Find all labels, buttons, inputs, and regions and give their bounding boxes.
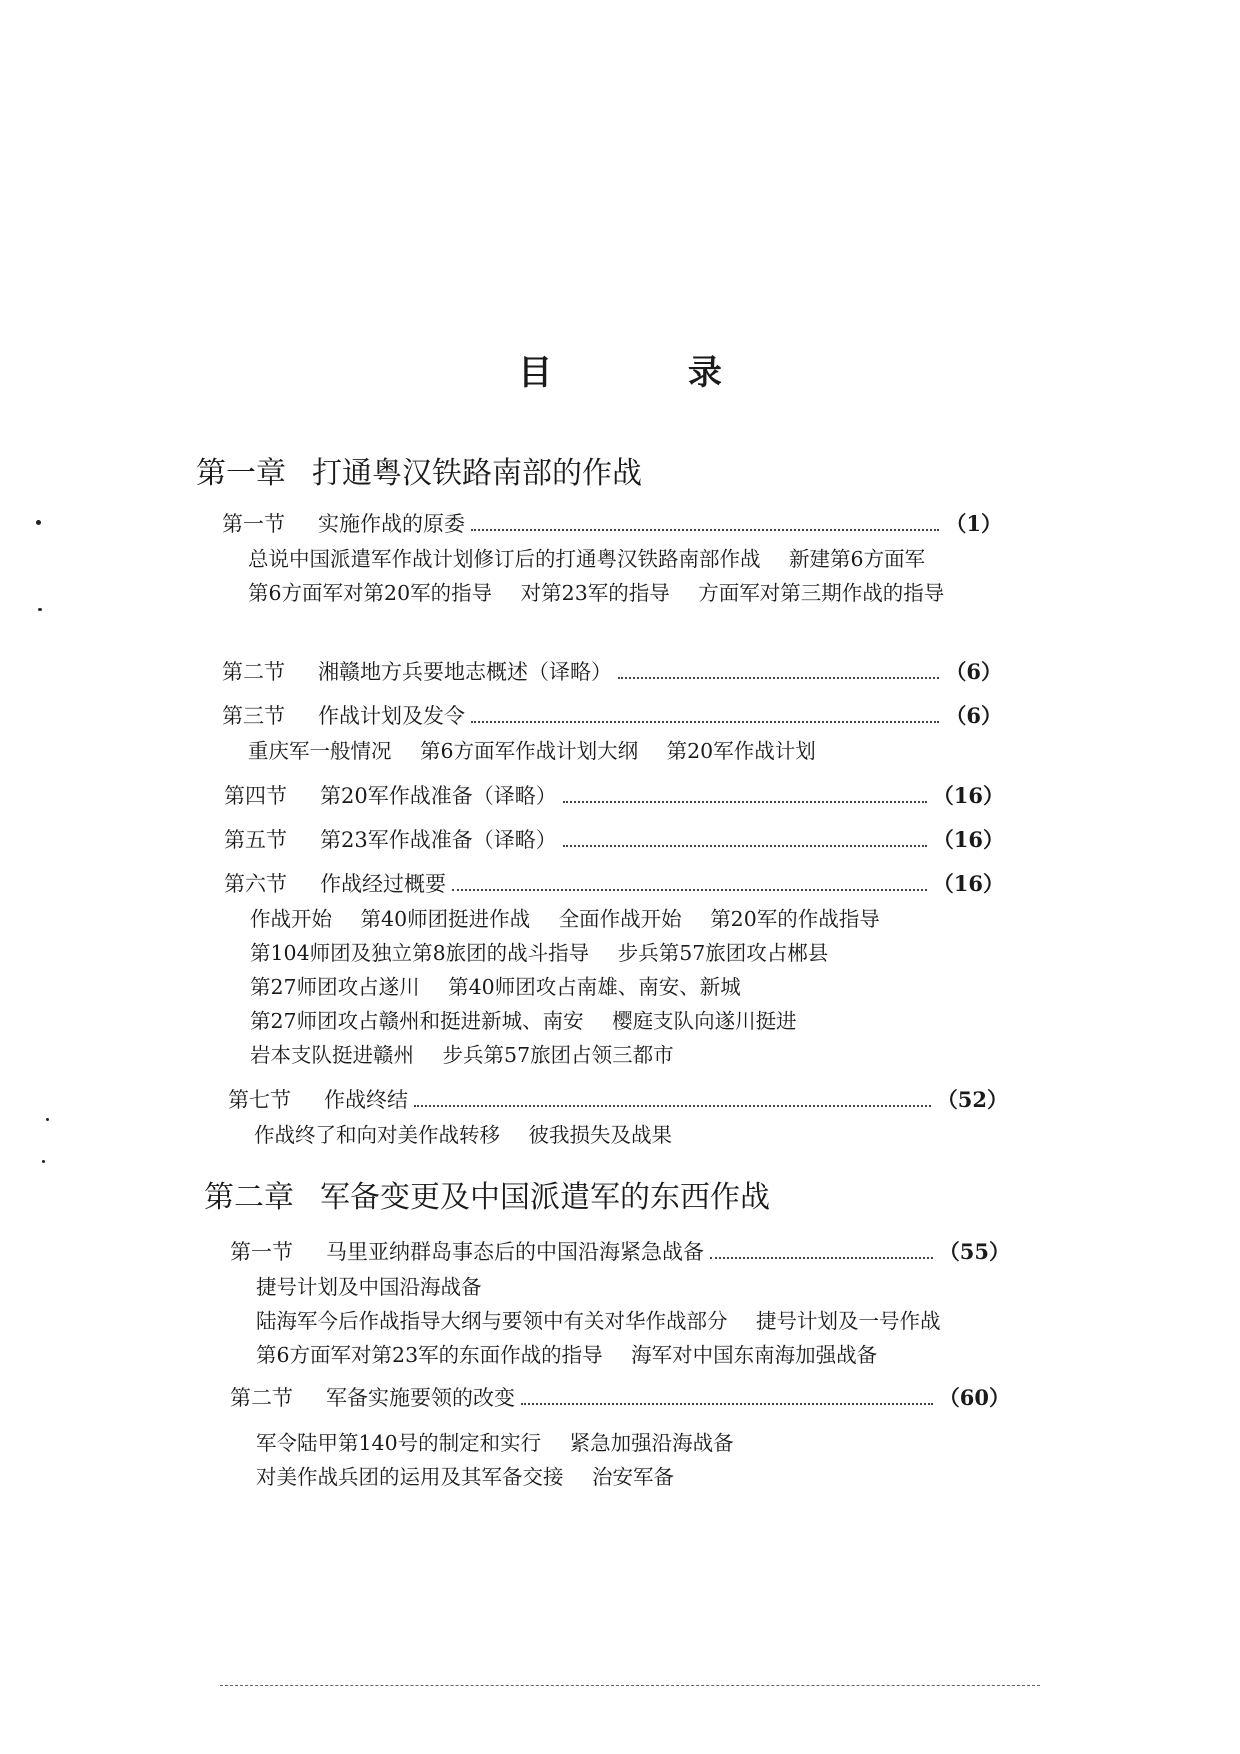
section-title: 作战经过概要 (320, 872, 446, 896)
dot-leader (521, 1403, 933, 1405)
scan-speck (42, 1160, 45, 1163)
page-number: （16） (932, 827, 1004, 852)
toc-entry[interactable] (222, 700, 1002, 768)
page-title: 目 录 (518, 353, 784, 393)
chapter-2-heading (204, 1172, 770, 1216)
page-number: （16） (932, 783, 1004, 808)
summary-item: 第104师团及独立第8旅团的战斗指导 (250, 941, 590, 965)
summary-item: 总说中国派遣军作战计划修订后的打通粤汉铁路南部作战 (248, 547, 761, 571)
summary-item: 对美作战兵团的运用及其军备交接 (256, 1465, 564, 1489)
summary-item: 彼我损失及战果 (528, 1123, 673, 1147)
summary-item: 第20军作战计划 (666, 739, 816, 763)
section-number: 第三节 (222, 704, 285, 728)
dot-leader (471, 721, 939, 723)
section-title: 第20军作战准备（译略） (320, 784, 557, 808)
section-summary (222, 542, 968, 610)
summary-item: 樱庭支队向遂川挺进 (612, 1009, 797, 1033)
toc-entry[interactable] (230, 1236, 1010, 1372)
section-number: 第六节 (224, 872, 287, 896)
section-summary (224, 902, 970, 1072)
dot-leader (563, 845, 927, 847)
page-number: （6） (945, 659, 1002, 684)
toc-entry[interactable] (230, 1382, 1010, 1494)
summary-item: 岩本支队挺进赣州 (250, 1043, 414, 1067)
page-number: （16） (932, 871, 1004, 896)
summary-item: 捷号计划及一号作战 (756, 1309, 941, 1333)
chapter-title: 军备变更及中国派遣军的东西作战 (320, 1180, 770, 1215)
section-number: 第五节 (224, 828, 287, 852)
section-number: 第一节 (222, 512, 285, 536)
scan-speck (36, 520, 41, 525)
page-number: （55） (938, 1239, 1010, 1264)
summary-item: 步兵第57旅团攻占郴县 (617, 941, 829, 965)
summary-item: 第6方面军对第23军的东面作战的指导 (256, 1343, 603, 1367)
section-summary (222, 734, 968, 768)
section-title: 作战终结 (324, 1088, 408, 1112)
chapter-number: 第二章 (204, 1180, 294, 1215)
summary-item: 紧急加强沿海战备 (569, 1431, 734, 1455)
bottom-scan-line (220, 1685, 1040, 1686)
summary-item: 治安军备 (592, 1465, 675, 1489)
summary-item: 作战开始 (250, 907, 332, 931)
summary-item: 第40师团攻占南雄、南安、新城 (448, 975, 741, 999)
section-summary (228, 1118, 974, 1152)
summary-item: 新建第6方面军 (789, 547, 926, 571)
dot-leader (618, 677, 939, 679)
dot-leader (452, 889, 927, 891)
section-number: 第四节 (224, 784, 287, 808)
toc-entry[interactable] (224, 868, 1004, 1072)
summary-item: 作战终了和向对美作战转移 (254, 1123, 500, 1147)
summary-item: 重庆军一般情况 (248, 739, 392, 763)
page-number: （60） (938, 1385, 1010, 1410)
section-summary (230, 1270, 976, 1372)
scan-speck (46, 1118, 49, 1121)
summary-item: 第20军的作战指导 (710, 907, 880, 931)
section-title: 实施作战的原委 (318, 512, 465, 536)
summary-item: 方面军对第三期作战的指导 (698, 581, 945, 605)
section-title: 军备实施要领的改变 (326, 1386, 515, 1410)
toc-entry[interactable] (222, 508, 1002, 610)
toc-entry[interactable] (228, 1084, 1008, 1152)
summary-item: 陆海军今后作战指导大纲与要领中有关对华作战部分 (256, 1309, 728, 1333)
section-number: 第二节 (230, 1386, 293, 1410)
section-number: 第二节 (222, 660, 285, 684)
summary-item: 全面作战开始 (558, 907, 682, 931)
summary-item: 步兵第57旅团占领三都市 (442, 1043, 674, 1067)
summary-item: 第27师团攻占遂川 (250, 975, 420, 999)
section-number: 第七节 (228, 1088, 291, 1112)
page-number: （1） (945, 511, 1002, 536)
summary-item: 第6方面军对第20军的指导 (248, 581, 493, 605)
section-title: 湘赣地方兵要地志概述（译略） (318, 660, 612, 684)
section-title: 马里亚纳群岛事态后的中国沿海紧急战备 (326, 1240, 704, 1264)
dot-leader (414, 1105, 931, 1107)
scan-speck (38, 608, 42, 611)
dot-leader (710, 1257, 933, 1259)
summary-item: 第6方面军作战计划大纲 (420, 739, 639, 763)
summary-item: 军令陆甲第140号的制定和实行 (256, 1431, 542, 1455)
summary-item: 海军对中国东南海加强战备 (631, 1343, 878, 1367)
page-number: （52） (936, 1087, 1008, 1112)
summary-item: 对第23军的指导 (520, 581, 670, 605)
section-title: 第23军作战准备（译略） (320, 828, 557, 852)
summary-item: 第27师团攻占赣州和挺进新城、南安 (250, 1009, 584, 1033)
toc-entry[interactable] (222, 656, 1002, 686)
chapter-1-heading (196, 448, 642, 492)
chapter-title: 打通粤汉铁路南部的作战 (312, 456, 642, 491)
toc-entry[interactable] (224, 824, 1004, 854)
section-number: 第一节 (230, 1240, 293, 1264)
section-summary (230, 1426, 976, 1494)
page-number: （6） (945, 703, 1002, 728)
dot-leader (471, 529, 939, 531)
summary-item: 第40师团挺进作战 (360, 907, 531, 931)
chapter-number: 第一章 (196, 456, 286, 491)
section-title: 作战计划及发令 (318, 704, 465, 728)
toc-entry[interactable] (224, 780, 1004, 810)
summary-item: 捷号计划及中国沿海战备 (256, 1275, 482, 1299)
dot-leader (563, 801, 927, 803)
